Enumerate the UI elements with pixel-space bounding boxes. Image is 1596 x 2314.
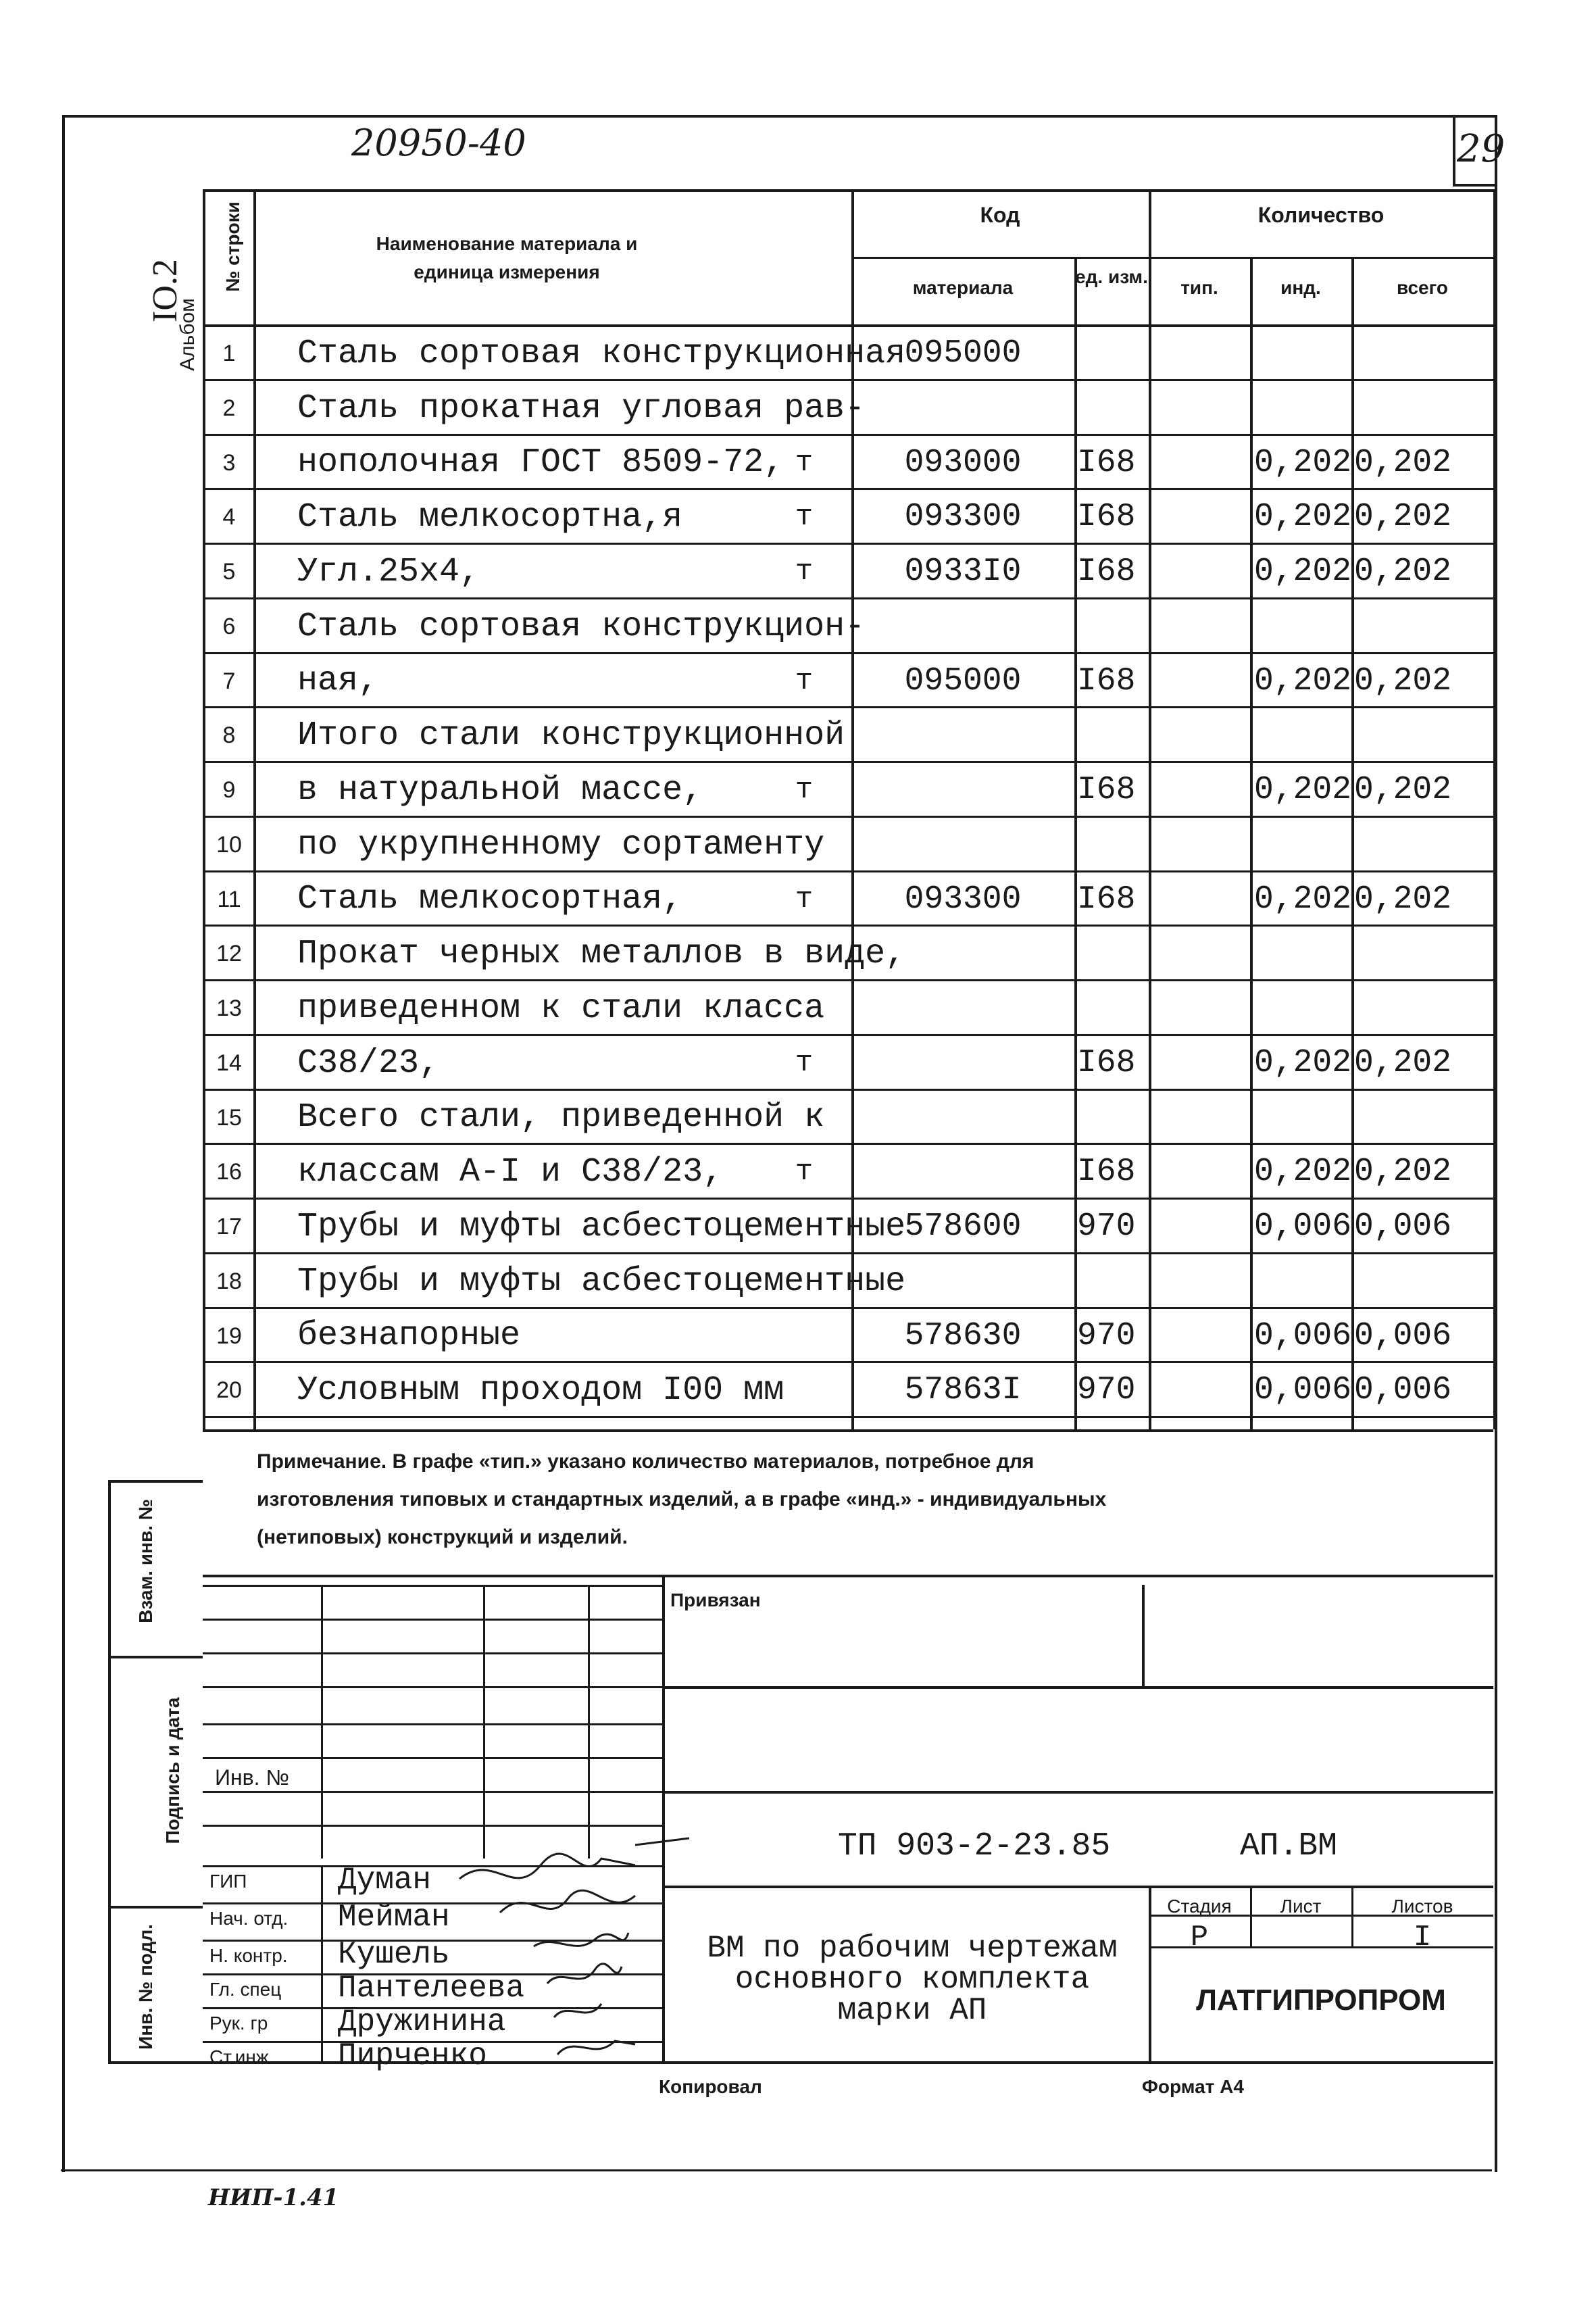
table-row: [0, 1252, 1596, 1307]
row-code: 0933I0: [904, 553, 1022, 590]
role-person-name: Пантелеева: [338, 1971, 525, 2006]
row-name: по укрупненному сортаменту: [297, 826, 825, 864]
row-total: 0,202: [1354, 663, 1452, 699]
row-total: [1354, 925, 1489, 979]
table-row: [0, 1034, 1596, 1089]
role-person-name: Пирченко: [338, 2038, 487, 2073]
row-ind: 0,006: [1253, 1208, 1351, 1245]
row-code: [855, 1089, 1071, 1143]
row-total: [1354, 979, 1489, 1034]
row-name: Итого стали конструкционной: [297, 716, 845, 755]
row-code: 095000: [904, 335, 1022, 372]
title-block-row-line: [203, 1686, 662, 1688]
row-total: 0,202: [1354, 881, 1452, 918]
doc-mark: АП.ВМ: [1240, 1828, 1338, 1865]
row-ind: 0,202: [1253, 881, 1351, 918]
sheets-label: Листов: [1391, 1896, 1453, 1917]
row-typ: [1152, 1361, 1247, 1416]
title-block-line: [662, 1886, 1493, 1888]
title-block-line: [662, 1686, 1493, 1689]
table-row: [0, 1198, 1596, 1252]
row-typ: [1152, 434, 1247, 488]
row-unit-t: [784, 1361, 824, 1416]
note-line-3: (нетиповых) конструкций и изделий.: [257, 1526, 628, 1548]
sheet-number: 29: [1457, 127, 1505, 171]
role-label: Нач. отд.: [209, 1908, 289, 1929]
title-block-col-line: [321, 1585, 323, 1858]
row-typ: [1152, 706, 1247, 761]
row-number: 8: [222, 722, 236, 748]
table-row: [0, 870, 1596, 925]
table-row: [0, 434, 1596, 488]
row-unit-code: 970: [1077, 1372, 1136, 1408]
row-typ: [1152, 597, 1247, 652]
table-row: [0, 761, 1596, 816]
row-code: 093300: [904, 881, 1022, 918]
table-row: [0, 652, 1596, 706]
row-ind: 0,202: [1253, 499, 1351, 535]
row-ind: [1253, 1089, 1351, 1143]
row-total: [1354, 1089, 1489, 1143]
row-unit-code: I68: [1077, 499, 1136, 535]
row-code: 57863I: [904, 1372, 1022, 1408]
row-code: [855, 925, 1071, 979]
row-unit-code: [1077, 706, 1145, 761]
description-line-3: марки АП: [837, 1993, 987, 2028]
row-code: [855, 1252, 1071, 1307]
header-row-number: № строки: [222, 201, 243, 292]
title-block-row-line: [203, 1791, 662, 1793]
row-total: [1354, 816, 1489, 870]
row-unit-t: [784, 1089, 824, 1143]
copied-by-label: Копировал: [659, 2076, 762, 2097]
table-row: [0, 543, 1596, 597]
row-number: 13: [216, 995, 242, 1021]
role-label: Ст.инж.: [209, 2046, 274, 2067]
title-block-line: [662, 1791, 1493, 1794]
row-total: 0,006: [1354, 1318, 1452, 1354]
row-typ: [1152, 816, 1247, 870]
note-line-2: изготовления типовых и стандартных изделий, а в графе «инд.» - индивидуальных: [257, 1488, 1107, 1510]
row-name: Сталь сортовая конструкционная: [297, 335, 906, 373]
header-quantity: Количество: [1257, 203, 1385, 227]
table-row: [0, 379, 1596, 434]
role-label: Н. контр.: [209, 1945, 288, 1966]
row-number: 16: [216, 1159, 242, 1185]
side-stamp-vzam: Взам. инв. №: [135, 1499, 156, 1623]
row-unit-t: т: [795, 773, 814, 807]
row-name: С38/23,: [297, 1044, 440, 1083]
row-ind: 0,202: [1253, 445, 1351, 481]
header-total: всего: [1396, 277, 1449, 298]
row-name: Трубы и муфты асбестоцементные: [297, 1262, 906, 1301]
bottom-edge-line: [61, 2169, 1492, 2171]
row-unit-t: [784, 816, 824, 870]
stamp-line: [108, 1480, 111, 2061]
table-bottom-line: [203, 1429, 1493, 1432]
table-row: [0, 979, 1596, 1034]
sheets-value: I: [1413, 1921, 1432, 1954]
row-name: ная,: [297, 662, 379, 700]
row-name: Трубы и муфты асбестоцементные: [297, 1208, 906, 1246]
album-label: Альбом: [176, 298, 199, 371]
row-total: [1354, 324, 1489, 379]
table-row: [0, 1361, 1596, 1416]
row-unit-code: I68: [1077, 1154, 1136, 1190]
row-unit-t: т: [795, 1155, 814, 1189]
row-unit-code: 970: [1077, 1208, 1136, 1245]
row-typ: [1152, 1307, 1247, 1361]
row-ind: [1253, 816, 1351, 870]
header-name: Наименование материала и единица измерения: [376, 233, 638, 282]
row-ind: [1253, 706, 1351, 761]
row-total: [1354, 597, 1489, 652]
row-code: [855, 816, 1071, 870]
subheader-line: [851, 257, 1493, 259]
table-row: [0, 488, 1596, 543]
header-code: Код: [980, 203, 1020, 227]
row-line: [203, 1416, 1493, 1418]
album-value: IO.2: [146, 259, 184, 322]
row-name: Сталь мелкосортная,: [297, 880, 683, 918]
description-line-1: ВМ по рабочим чертежам: [707, 1931, 1118, 1966]
row-typ: [1152, 379, 1247, 434]
title-block-row-line: [203, 1652, 662, 1654]
row-typ: [1152, 1252, 1247, 1307]
table-row: [0, 816, 1596, 870]
row-typ: [1152, 1143, 1247, 1198]
row-unit-code: [1077, 379, 1145, 434]
row-unit-code: I68: [1077, 663, 1136, 699]
stamp-line: [108, 1480, 203, 1483]
title-block-row-line: [203, 1619, 662, 1621]
row-ind: [1253, 597, 1351, 652]
row-number: 12: [216, 941, 242, 966]
row-ind: [1253, 324, 1351, 379]
title-block-row-line: [203, 1825, 662, 1827]
row-ind: [1253, 1252, 1351, 1307]
role-person-name: Дружинина: [338, 2004, 506, 2040]
row-number: 11: [217, 887, 241, 912]
row-unit-code: I68: [1077, 1045, 1136, 1081]
row-name: классам А-I и С38/23,: [297, 1153, 724, 1191]
row-total: 0,202: [1354, 772, 1452, 808]
row-number: 10: [216, 832, 242, 858]
row-number: 18: [216, 1269, 242, 1294]
row-number: 19: [216, 1323, 242, 1349]
row-typ: [1152, 1198, 1247, 1252]
row-unit-t: [784, 925, 824, 979]
title-block-row-line: [203, 1723, 662, 1725]
row-code: 578600: [904, 1208, 1022, 1245]
row-unit-code: I68: [1077, 445, 1136, 481]
organization-name: ЛАТГИПРОПРОМ: [1196, 1984, 1446, 2017]
privyazan-divider: [1142, 1585, 1145, 1686]
description: [676, 1933, 1149, 2026]
row-unit-code: I68: [1077, 772, 1136, 808]
title-block-col-line: [588, 1585, 590, 1858]
side-stamp-podpis: Подпись и дата: [162, 1697, 183, 1844]
row-number: 4: [222, 504, 236, 530]
row-typ: [1152, 1089, 1247, 1143]
row-name: Угл.25х4,: [297, 553, 480, 591]
row-ind: [1253, 925, 1351, 979]
row-unit-t: [784, 1252, 824, 1307]
header-unit: ед. изм.: [1075, 266, 1148, 287]
row-total: 0,202: [1354, 445, 1452, 481]
note-line-1: Примечание. В графе «тип.» указано количество материалов, потребное для: [257, 1450, 1034, 1473]
row-unit-code: I68: [1077, 553, 1136, 590]
row-unit-code: [1077, 816, 1145, 870]
stamp-line: [108, 2061, 203, 2064]
document-number: 20950-40: [351, 122, 526, 164]
stamp-line: [108, 1906, 203, 1909]
row-name: Условным проходом I00 мм: [297, 1371, 784, 1410]
header-ind: инд.: [1280, 277, 1321, 298]
row-typ: [1152, 925, 1247, 979]
row-unit-code: [1077, 597, 1145, 652]
role-label: Рук. гр: [209, 2013, 268, 2034]
sheet-label: Лист: [1280, 1896, 1322, 1917]
side-stamp-inv-podl: Инв. № подл.: [135, 1924, 156, 2050]
row-name: Сталь мелкосортна,я: [297, 498, 683, 537]
description-line-2: основного комплекта: [734, 1962, 1090, 1997]
row-unit-t: т: [795, 500, 814, 534]
row-unit-code: [1077, 925, 1145, 979]
row-code: [855, 1143, 1071, 1198]
row-code: [855, 1034, 1071, 1089]
row-total: [1354, 1252, 1489, 1307]
row-total: 0,006: [1354, 1372, 1452, 1408]
row-code: 093000: [904, 445, 1022, 481]
header-material: материала: [912, 277, 1014, 298]
row-name: безнапорные: [297, 1316, 521, 1355]
role-person-name: Кушель: [338, 1937, 450, 1972]
row-ind: 0,202: [1253, 663, 1351, 699]
role-person-name: Мейман: [338, 1900, 450, 1935]
table-row: [0, 925, 1596, 979]
row-ind: 0,202: [1253, 772, 1351, 808]
role-person-name: Думан: [338, 1863, 432, 1898]
table-top-line: [203, 189, 1493, 192]
row-name: Прокат черных металлов в виде,: [297, 935, 906, 973]
format-label: Формат А4: [1142, 2076, 1244, 2097]
row-number: 7: [222, 668, 236, 694]
row-number: 17: [216, 1214, 242, 1239]
row-unit-t: [784, 597, 824, 652]
role-label: ГИП: [209, 1871, 247, 1892]
row-total: 0,202: [1354, 1045, 1452, 1081]
row-total: [1354, 706, 1489, 761]
signature-strokes: [432, 1838, 689, 2075]
row-code: [855, 379, 1071, 434]
row-unit-t: т: [795, 555, 814, 589]
row-typ: [1152, 488, 1247, 543]
inv-no-label: Инв. №: [215, 1765, 289, 1790]
row-unit-t: [784, 1307, 824, 1361]
row-name: Сталь прокатная угловая рав-: [297, 389, 866, 428]
row-unit-t: [784, 379, 824, 434]
row-number: 15: [216, 1105, 242, 1131]
row-ind: 0,006: [1253, 1318, 1351, 1354]
row-name: нополочная ГОСТ 8509-72,: [297, 443, 784, 482]
row-code: 095000: [904, 663, 1022, 699]
table-row: [0, 1307, 1596, 1361]
row-unit-t: т: [795, 883, 814, 916]
title-block-row-line: [203, 1757, 662, 1759]
row-unit-t: [784, 979, 824, 1034]
row-typ: [1152, 543, 1247, 597]
stage-value: Р: [1190, 1921, 1209, 1954]
row-code: 578630: [904, 1318, 1022, 1354]
role-label: Гл. спец: [209, 1979, 282, 2000]
table-row: [0, 597, 1596, 652]
table-row: [0, 324, 1596, 379]
row-unit-code: [1077, 1089, 1145, 1143]
note-bottom-line: [203, 1575, 1493, 1577]
title-block-row-line: [203, 1585, 662, 1587]
row-name: в натуральной массе,: [297, 771, 703, 810]
row-total: 0,202: [1354, 1154, 1452, 1190]
row-unit-t: [784, 1198, 824, 1252]
row-typ: [1152, 761, 1247, 816]
doc-code: ТП 903-2-23.85: [838, 1828, 1111, 1865]
row-ind: 0,006: [1253, 1372, 1351, 1408]
row-ind: 0,202: [1253, 1045, 1351, 1081]
row-typ: [1152, 870, 1247, 925]
row-typ: [1152, 979, 1247, 1034]
row-number: 9: [222, 777, 236, 803]
row-unit-code: [1077, 979, 1145, 1034]
privyazan-label: Привязан: [670, 1590, 761, 1610]
row-ind: 0,202: [1253, 553, 1351, 590]
row-total: [1354, 379, 1489, 434]
row-number: 14: [216, 1050, 242, 1076]
row-code: [855, 706, 1071, 761]
table-row: [0, 1089, 1596, 1143]
row-unit-code: 970: [1077, 1318, 1136, 1354]
row-name: приведенном к стали класса: [297, 989, 825, 1028]
table-row: [0, 706, 1596, 761]
row-ind: [1253, 979, 1351, 1034]
row-number: 20: [216, 1377, 242, 1403]
row-number: 5: [222, 559, 236, 585]
row-total: 0,202: [1354, 553, 1452, 590]
row-typ: [1152, 1034, 1247, 1089]
row-ind: 0,202: [1253, 1154, 1351, 1190]
row-code: [855, 761, 1071, 816]
row-code: [855, 597, 1071, 652]
row-name: Всего стали, приведенной к: [297, 1098, 825, 1137]
row-unit-t: [784, 706, 824, 761]
row-unit-t: [784, 324, 824, 379]
row-number: 6: [222, 614, 236, 639]
table-row: [0, 1143, 1596, 1198]
row-unit-code: I68: [1077, 881, 1136, 918]
row-name: Сталь сортовая конструкцион-: [297, 608, 866, 646]
row-unit-code: [1077, 1252, 1145, 1307]
stage-label: Стадия: [1167, 1896, 1232, 1917]
row-number: 3: [222, 450, 236, 476]
row-typ: [1152, 324, 1247, 379]
row-number: 1: [222, 341, 236, 366]
row-total: 0,202: [1354, 499, 1452, 535]
row-number: 2: [222, 395, 236, 421]
title-block-col-line: [321, 1865, 323, 2061]
title-block-col-line: [483, 1585, 485, 1858]
row-total: 0,006: [1354, 1208, 1452, 1245]
row-unit-t: т: [795, 446, 814, 480]
row-code: 093300: [904, 499, 1022, 535]
row-unit-code: [1077, 324, 1145, 379]
row-typ: [1152, 652, 1247, 706]
footer-stamp: НИП-1.41: [208, 2184, 339, 2211]
row-ind: [1253, 379, 1351, 434]
row-code: [855, 979, 1071, 1034]
row-unit-t: т: [795, 1046, 814, 1080]
note-block: [257, 1443, 1473, 1556]
header-typ: тип.: [1180, 277, 1218, 298]
row-unit-t: т: [795, 664, 814, 698]
stamp-line: [108, 1656, 203, 1658]
